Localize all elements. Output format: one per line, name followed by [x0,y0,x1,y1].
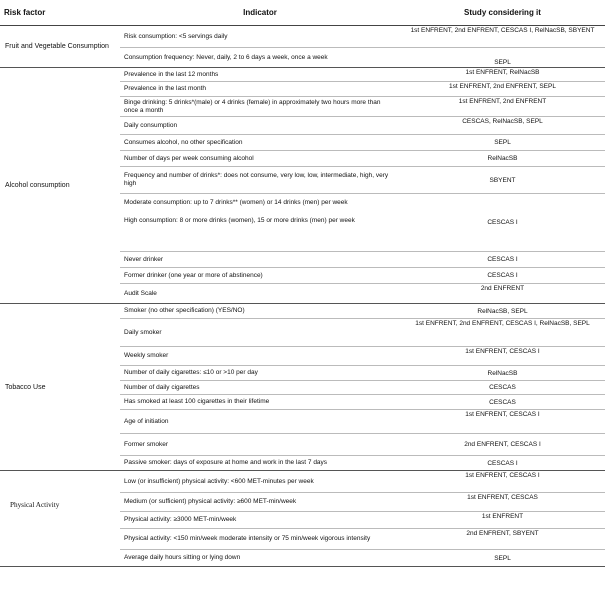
header-indicator: Indicator [120,0,400,26]
indicator-cell: Number of daily cigarettes [120,381,400,395]
indicator-cell: Physical activity: ≥3000 MET-min/week [120,512,400,529]
indicator-cell: Age of initiation [120,410,400,434]
indicator-cell: Medium (or sufficient) physical activity: ≥600 MET-min/week [120,493,400,512]
high-consumption-text: High consumption: 8 or more drinks (women), 15 or more drinks (men) per week [124,217,355,224]
study-cell: 2nd ENFRENT [400,284,605,304]
study-cell: CESCAS I [400,252,605,268]
study-cell: CESCAS I [400,194,605,252]
study-cell: SEPL [400,135,605,151]
table-row [0,304,605,319]
header-risk-factor: Risk factor [0,0,120,26]
study-cell: 1st ENFRENT, RelNacSB [400,68,605,82]
indicator-cell: Former smoker [120,434,400,456]
study-cell: 1st ENFRENT, CESCAS I [400,347,605,366]
study-cell: CESCAS [400,381,605,395]
study-cell: CESCAS [400,395,605,410]
indicator-cell: Frequency and number of drinks*: does not consume, very low, low, intermediate, high, very high [120,167,400,194]
study-cell: 1st ENFRENT, CESCAS I [400,471,605,493]
moderate-consumption-text: Moderate consumption: up to 7 drinks** (women) or 14 drinks (men) per week [124,199,348,206]
study-cell: 1st ENFRENT, CESCAS [400,493,605,512]
indicator-cell: Audit Scale [120,284,400,304]
risk-factor-physical: Physical Activity [0,471,120,567]
indicator-cell: Has smoked at least 100 cigarettes in their lifetime [120,395,400,410]
indicator-cell: Weekly smoker [120,347,400,366]
study-cell: 1st ENFRENT, 2nd ENFRENT, CESCAS I, RelNacSB, SBYENT [400,26,605,48]
study-cell: CESCAS, RelNacSB, SEPL [400,117,605,135]
table-row [0,471,605,493]
indicator-cell: Average daily hours sitting or lying down [120,550,400,567]
study-cell: 1st ENFRENT, 2nd ENFRENT, CESCAS I, RelNacSB, SEPL [400,319,605,347]
study-cell: RelNacSB [400,151,605,167]
study-cell: 1st ENFRENT, 2nd ENFRENT, SEPL [400,82,605,97]
table-header-row [0,0,605,26]
study-cell: CESCAS I [400,268,605,284]
study-cell: RelNacSB, SEPL [400,304,605,319]
header-study: Study considering it [400,0,605,26]
study-cell: SEPL [400,48,605,68]
table-row [0,26,605,48]
indicator-cell: Former drinker (one year or more of abstinence) [120,268,400,284]
indicator-cell: Risk consumption: <5 servings daily [120,26,400,48]
indicator-cell: Consumption frequency: Never, daily, 2 to 6 days a week, once a week [120,48,400,68]
risk-factor-tobacco: Tobacco Use [0,304,120,471]
indicator-cell: Physical activity: <150 min/week moderate intensity or 75 min/week vigorous intensity [120,529,400,550]
indicator-cell: Never drinker [120,252,400,268]
indicator-cell: Smoker (no other specification) (YES/NO) [120,304,400,319]
indicator-cell: Daily smoker [120,319,400,347]
indicator-cell: Daily consumption [120,117,400,135]
indicator-cell: Prevalence in the last 12 months [120,68,400,82]
study-cell: RelNacSB [400,366,605,381]
study-cell: 1st ENFRENT [400,512,605,529]
study-cell: 1st ENFRENT, 2nd ENFRENT [400,97,605,117]
risk-factor-alcohol: Alcohol consumption [0,68,120,304]
indicator-cell [120,194,400,252]
indicator-cell: Passive smoker: days of exposure at home and work in the last 7 days [120,456,400,471]
indicator-cell: Consumes alcohol, no other specification [120,135,400,151]
risk-factor-fruit: Fruit and Vegetable Consumption [0,26,120,68]
indicator-cell: Low (or insufficient) physical activity: <600 MET-minutes per week [120,471,400,493]
study-cell: SEPL [400,550,605,567]
study-cell: SBYENT [400,167,605,194]
indicator-cell: Number of days per week consuming alcohol [120,151,400,167]
study-cell: CESCAS I [400,456,605,471]
study-cell: 1st ENFRENT, CESCAS I [400,410,605,434]
study-cell: 2nd ENFRENT, CESCAS I [400,434,605,456]
study-cell: 2nd ENFRENT, SBYENT [400,529,605,550]
table-row [0,68,605,82]
indicator-cell: Binge drinking: 5 drinks*(male) or 4 drinks (female) in approximately two hours more than once a month [120,97,400,117]
indicator-cell: Number of daily cigarettes: ≤10 or >10 per day [120,366,400,381]
indicator-cell: Prevalence in the last month [120,82,400,97]
